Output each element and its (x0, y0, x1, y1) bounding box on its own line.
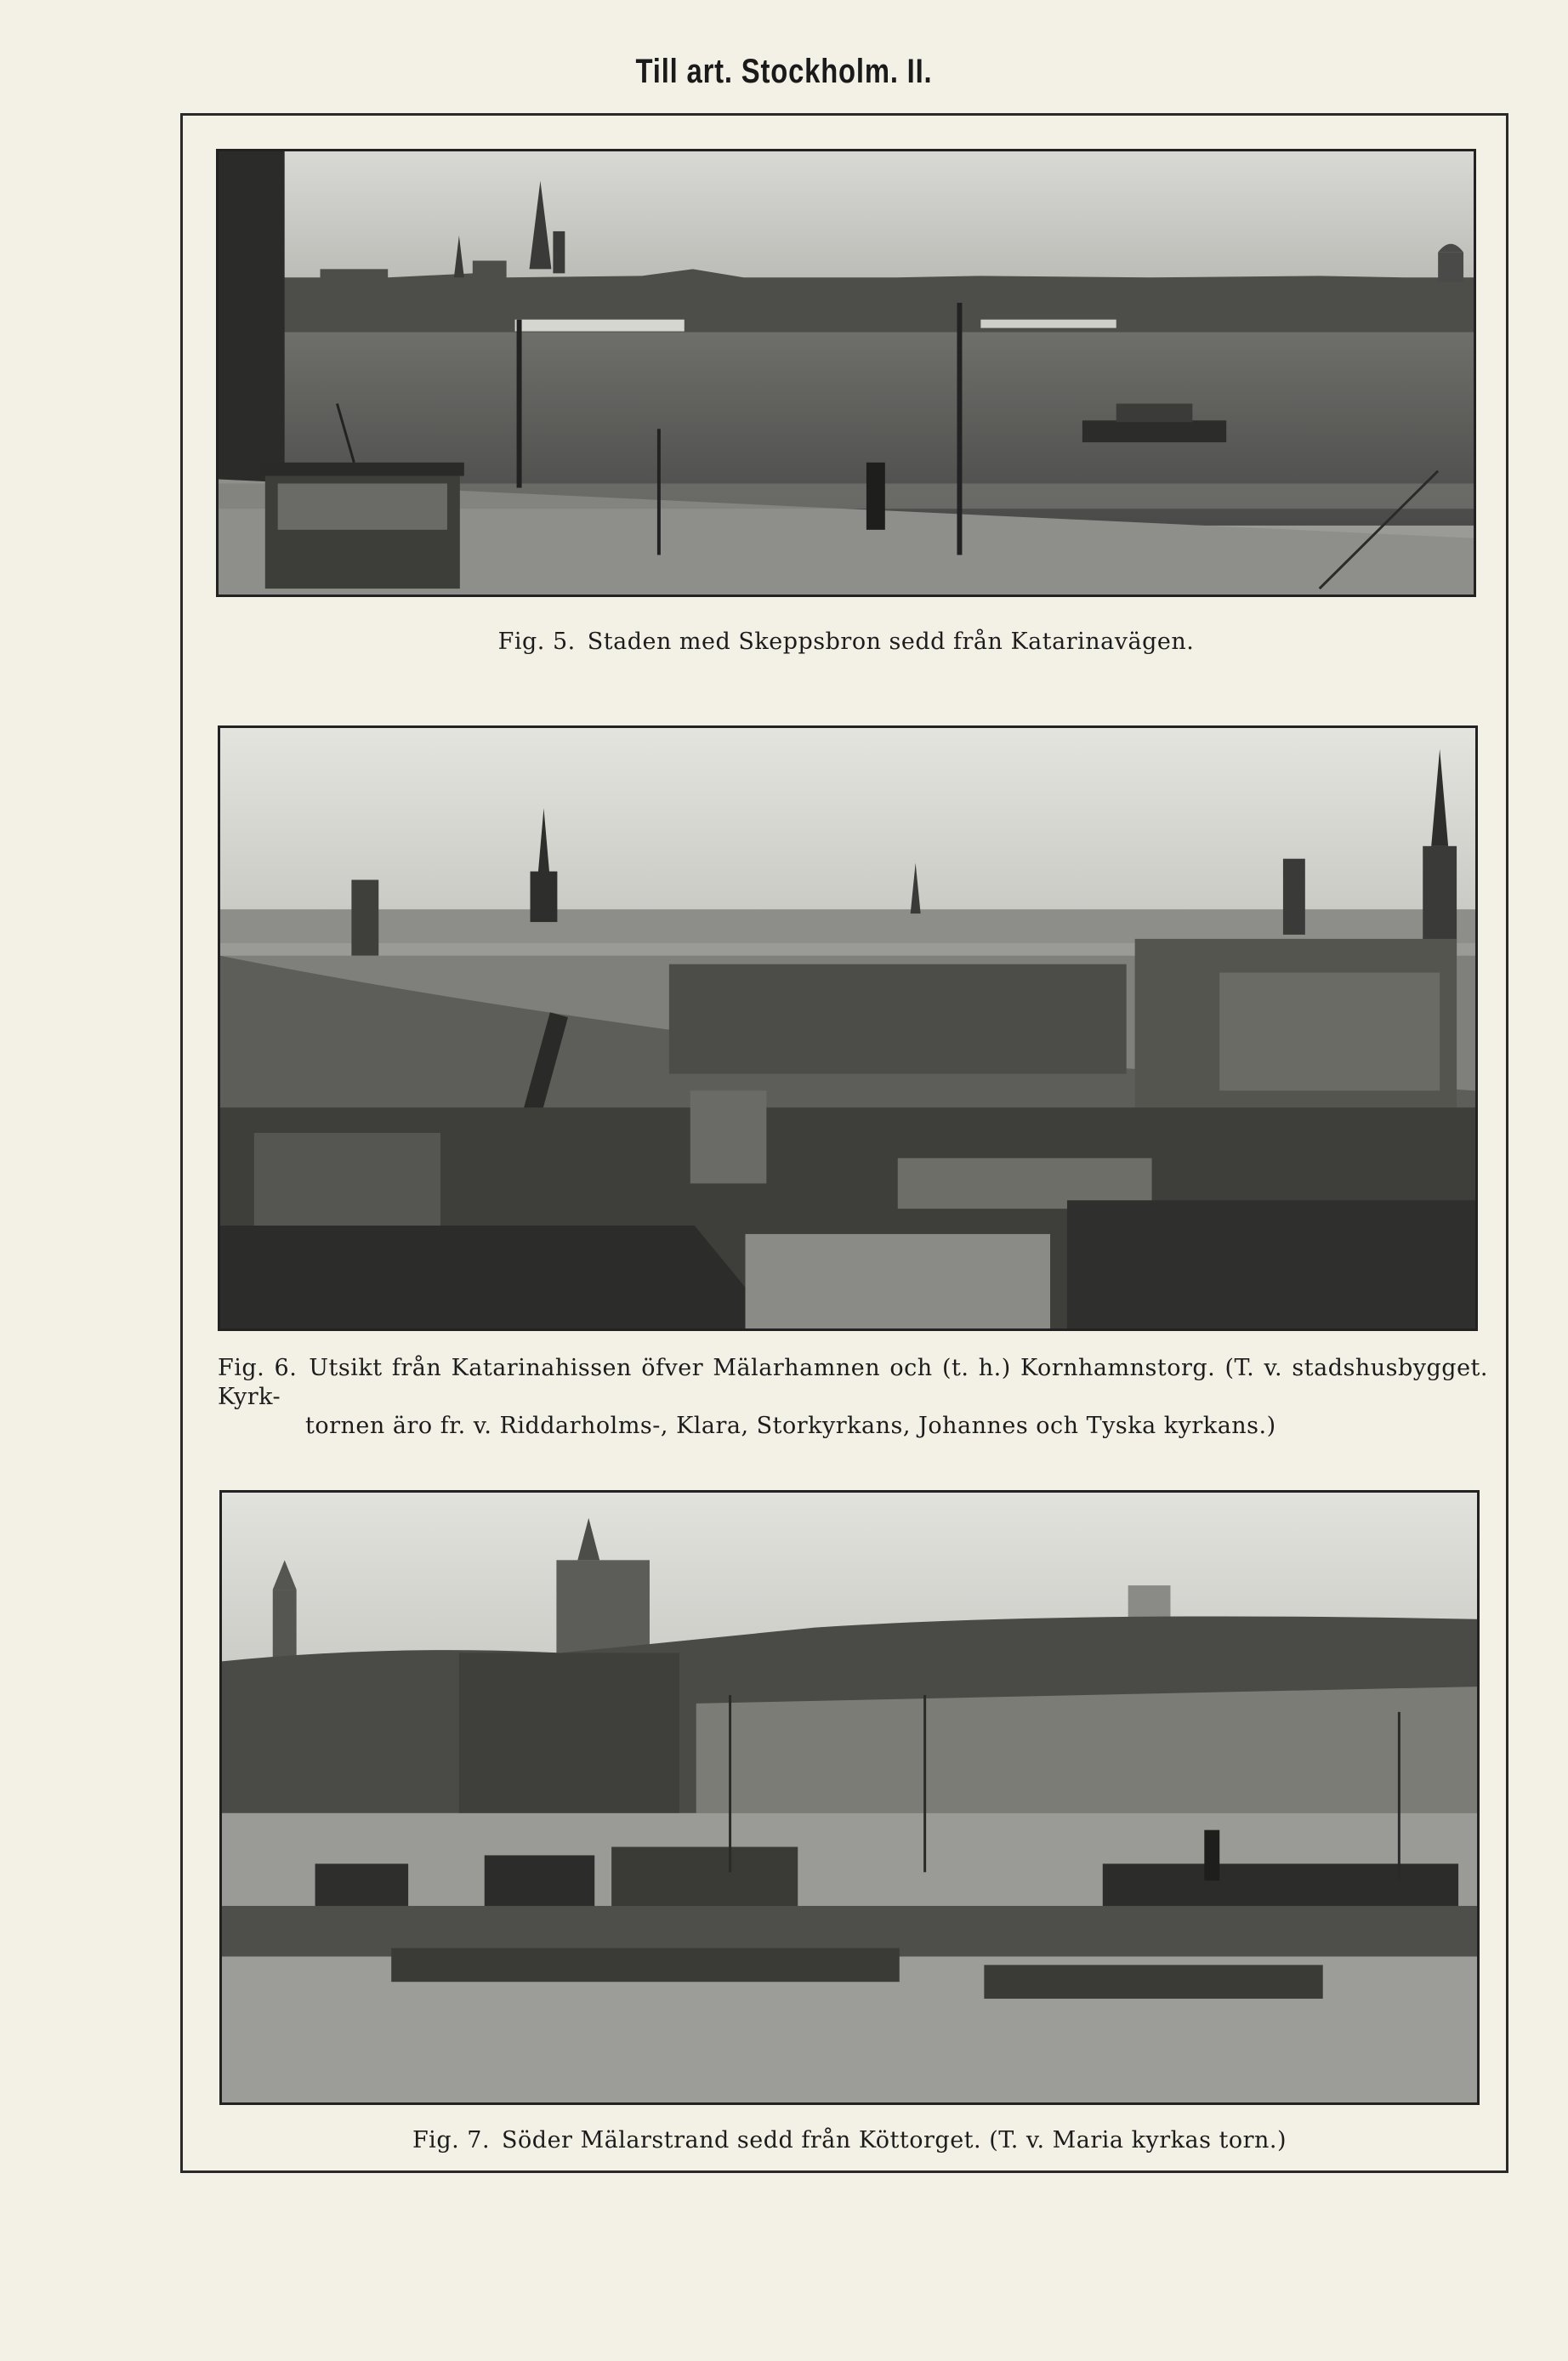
figure-7-label: Fig. 7. (412, 2127, 491, 2153)
figure-6-caption-line2: tornen äro fr. v. Riddarholms-, Klara, Storkyrkans, Johannes och Tyska kyrkans.) (305, 1413, 1276, 1439)
figure-6-caption-line1: Utsikt från Katarinahissen öfver Mälarhamnen och (t. h.) Kornhamnstorg. (T. v. stadshusbygget. Kyrk- (218, 1355, 1488, 1410)
figure-7-caption (219, 2126, 1480, 2155)
figure-5-label: Fig. 5. (497, 629, 576, 655)
figure-6-label: Fig. 6. (218, 1355, 298, 1381)
figure-5-photo (216, 149, 1476, 597)
harbour-panorama-image (219, 151, 1474, 595)
figure-7-photo (219, 1490, 1480, 2105)
harbour-overview-image (220, 728, 1475, 1328)
figure-6-caption (218, 1354, 1488, 1441)
page-title: Till art. Stockholm. II. (635, 53, 933, 90)
figure-5-caption-text: Staden med Skeppsbron sedd från Katarinavägen. (587, 629, 1195, 655)
figure-6-photo (218, 725, 1478, 1331)
figure-5-caption (216, 628, 1476, 657)
waterfront-ships-image (222, 1493, 1477, 2102)
figure-7-caption-text: Söder Mälarstrand sedd från Köttorget. (T. v. Maria kyrkas torn.) (502, 2127, 1287, 2153)
